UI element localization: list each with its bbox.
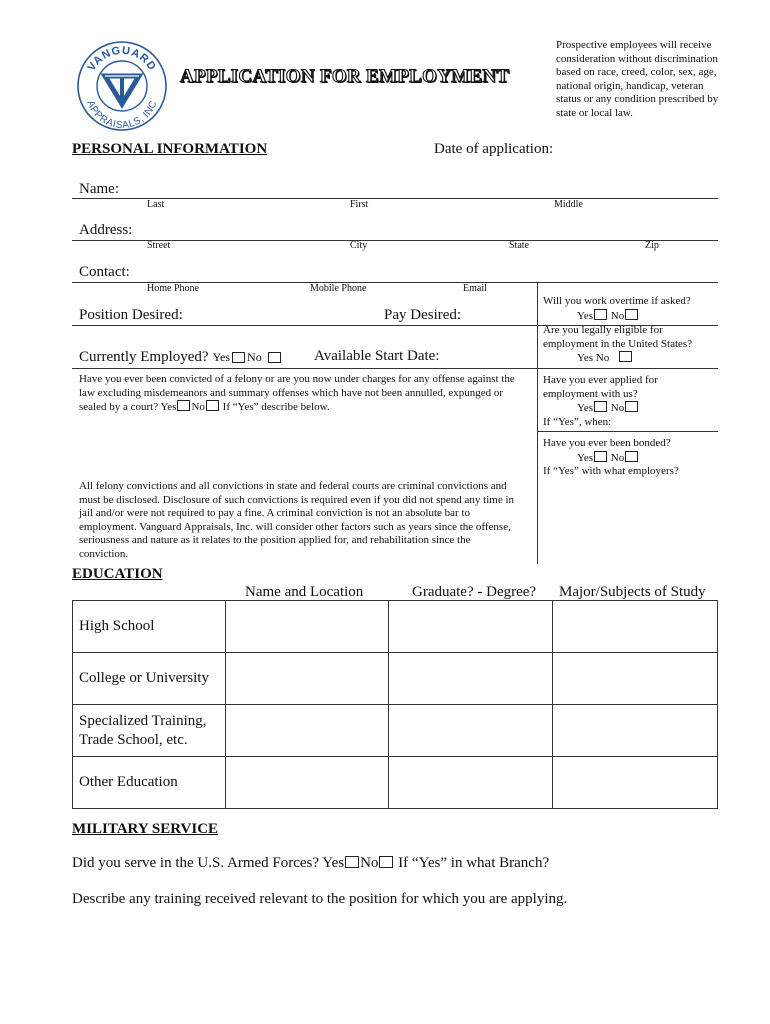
overtime-question <box>543 295 691 323</box>
overtime-no-label: No <box>610 309 625 322</box>
name-last-label: Last <box>147 199 165 210</box>
employed-start-field[interactable] <box>72 368 538 369</box>
edu-major-cell[interactable] <box>553 757 718 809</box>
applied-no-label: No <box>610 402 625 414</box>
email-label: Email <box>463 283 487 294</box>
edu-name-location-cell[interactable] <box>226 653 389 705</box>
military-served-question: Did you serve in the U.S. Armed Forces? <box>72 855 320 871</box>
military-no-checkbox[interactable] <box>379 856 393 868</box>
bonded-yes-label: Yes <box>577 451 594 464</box>
logo-text-bottom: APPRAISALS, INC <box>84 99 160 132</box>
employed-no-checkbox[interactable] <box>268 352 281 363</box>
position-desired-label: Position Desired: <box>79 307 183 323</box>
logo-text-top: VANGUARD <box>85 44 159 74</box>
overtime-question-text: Will you work overtime if asked? <box>543 295 691 307</box>
felony-disclosure-note <box>79 480 514 561</box>
table-row <box>73 653 718 705</box>
name-middle-label: Middle <box>554 199 583 210</box>
employed-yes-label: Yes <box>212 350 231 364</box>
edu-major-cell[interactable] <box>553 601 718 653</box>
pay-desired-label: Pay Desired: <box>384 307 462 323</box>
overtime-no-checkbox[interactable] <box>625 309 638 320</box>
military-branch-question: If “Yes” in what Branch? <box>398 855 550 871</box>
edu-degree-cell[interactable] <box>389 653 553 705</box>
felony-note-line: employment. Vanguard Appraisals, Inc. will consider other factors such as years since the offense, <box>79 520 511 533</box>
address-label: Address: <box>79 222 133 238</box>
military-no-label: No <box>360 855 379 871</box>
edu-row-label: High School <box>73 601 226 653</box>
bonded-question <box>543 437 679 479</box>
svg-text:VANGUARD <box>86 45 159 73</box>
felony-yes-label: sealed by a court? Yes <box>79 401 177 413</box>
name-first-label: First <box>350 199 369 210</box>
felony-note-line: jail and/or were not required to pay a fine. A criminal conviction is not an absolute bar to <box>79 507 470 519</box>
applied-yes-label: Yes <box>577 402 594 414</box>
notice-line: national origin, handicap, veteran <box>556 79 704 92</box>
overtime-yes-label: Yes <box>577 309 594 322</box>
education-heading: EDUCATION <box>72 566 163 582</box>
eligible-no-checkbox[interactable] <box>619 351 632 362</box>
eligibility-question <box>543 324 692 366</box>
military-served-row <box>72 855 549 872</box>
felony-note-line: seriousness and nature as it relates to the position applied for, and rehabilitation since the <box>79 534 471 546</box>
notice-line: Prospective employees will receive <box>556 39 712 51</box>
equal-opportunity-notice <box>556 39 718 120</box>
applied-question-line: Have you ever applied for <box>543 374 658 386</box>
applied-options <box>543 401 658 416</box>
edu-row-label: Specialized Training, Trade School, etc. <box>73 705 226 757</box>
bonded-no-label: No <box>610 451 625 464</box>
employed-no-label: No <box>247 350 262 364</box>
felony-no-checkbox[interactable] <box>206 400 219 411</box>
eligible-no-label: No <box>595 352 610 364</box>
bonded-question-text: Have you ever been bonded? <box>543 437 671 449</box>
felony-description-field[interactable] <box>79 418 531 474</box>
name-label: Name: <box>79 181 119 197</box>
edu-col-major: Major/Subjects of Study <box>559 584 706 600</box>
military-yes-checkbox[interactable] <box>345 856 359 868</box>
bonded-no-checkbox[interactable] <box>625 451 638 462</box>
felony-describe-label: If “Yes” describe below. <box>222 401 330 413</box>
military-training-question: Describe any training received relevant to the position for which you are applying. <box>72 891 568 907</box>
currently-employed-label: Currently Employed? <box>79 349 209 365</box>
felony-yes-checkbox[interactable] <box>177 400 190 411</box>
edu-major-cell[interactable] <box>553 705 718 757</box>
felony-question-line: law excluding misdemeanors and summary offenses which have not been annulled, expunged or <box>79 386 504 399</box>
felony-no-label: No <box>191 401 205 413</box>
available-start-date-label: Available Start Date: <box>314 348 440 364</box>
table-row <box>73 757 718 809</box>
mobile-phone-label: Mobile Phone <box>310 283 367 294</box>
notice-line: based on race, creed, color, sex, age, <box>556 66 717 78</box>
overtime-yes-checkbox[interactable] <box>594 309 607 320</box>
address-state-label: State <box>509 240 529 251</box>
address-city-label: City <box>350 240 368 251</box>
felony-question <box>79 373 515 415</box>
notice-line: state or local law. <box>556 106 633 119</box>
edu-degree-cell[interactable] <box>389 705 553 757</box>
eligibility-question-line: Are you legally eligible for <box>543 324 663 336</box>
bonded-options <box>543 451 679 466</box>
military-yes-label: Yes <box>322 855 345 871</box>
applied-yes-checkbox[interactable] <box>594 401 607 412</box>
felony-note-line: conviction. <box>79 547 129 560</box>
contact-label: Contact: <box>79 264 130 280</box>
edu-degree-cell[interactable] <box>389 601 553 653</box>
address-zip-label: Zip <box>645 240 659 251</box>
eligibility-question-line: employment in the United States? <box>543 337 693 350</box>
edu-name-location-cell[interactable] <box>226 705 389 757</box>
bonded-followup-label: If “Yes” with what employers? <box>543 465 679 477</box>
currently-employed-row <box>79 348 283 366</box>
company-logo <box>76 40 168 132</box>
felony-note-line: must be disclosed. Disclosure of such convictions is required even if you did not spend any time in <box>79 493 515 506</box>
home-phone-label: Home Phone <box>147 283 199 294</box>
edu-col-graduate-degree: Graduate? - Degree? <box>412 584 537 600</box>
address-street-label: Street <box>147 240 171 251</box>
table-row <box>73 705 718 757</box>
edu-col-name-location: Name and Location <box>245 584 364 600</box>
table-row <box>73 601 718 653</box>
edu-row-label: College or University <box>73 653 226 705</box>
applied-when-label: If “Yes”, when: <box>543 415 612 428</box>
edu-major-cell[interactable] <box>553 653 718 705</box>
personal-info-heading: PERSONAL INFORMATION <box>72 141 268 157</box>
right-col-divider <box>538 431 718 432</box>
overtime-options <box>543 309 691 324</box>
edu-name-location-cell[interactable] <box>226 757 389 809</box>
notice-line: status or any condition prescribed by <box>556 93 719 105</box>
notice-line: consideration without discrimination <box>556 52 718 65</box>
logo-seal <box>76 40 168 132</box>
applied-question-line: employment with us? <box>543 387 638 400</box>
name-field[interactable] <box>72 198 718 199</box>
military-heading: MILITARY SERVICE <box>72 821 219 837</box>
eligibility-options <box>543 351 692 366</box>
felony-question-line: Have you ever been convicted of a felony or are you now under charges for any offense against the <box>79 373 515 385</box>
page-title: APPLICATION FOR EMPLOYMENT <box>180 66 510 87</box>
employed-yes-checkbox[interactable] <box>232 352 245 363</box>
felony-question-line-3 <box>79 400 515 415</box>
applied-before-question <box>543 374 658 429</box>
applied-no-checkbox[interactable] <box>625 401 638 412</box>
edu-degree-cell[interactable] <box>389 757 553 809</box>
edu-row-label: Other Education <box>73 757 226 809</box>
date-of-application-label: Date of application: <box>434 141 554 157</box>
felony-note-line: All felony convictions and all convictions in state and federal courts are criminal convictions and <box>79 480 507 492</box>
edu-name-location-cell[interactable] <box>226 601 389 653</box>
position-pay-field[interactable] <box>72 325 538 326</box>
education-table <box>72 600 718 809</box>
bonded-yes-checkbox[interactable] <box>594 451 607 462</box>
right-col-divider <box>538 368 718 369</box>
eligible-yes-label: Yes <box>577 352 594 364</box>
